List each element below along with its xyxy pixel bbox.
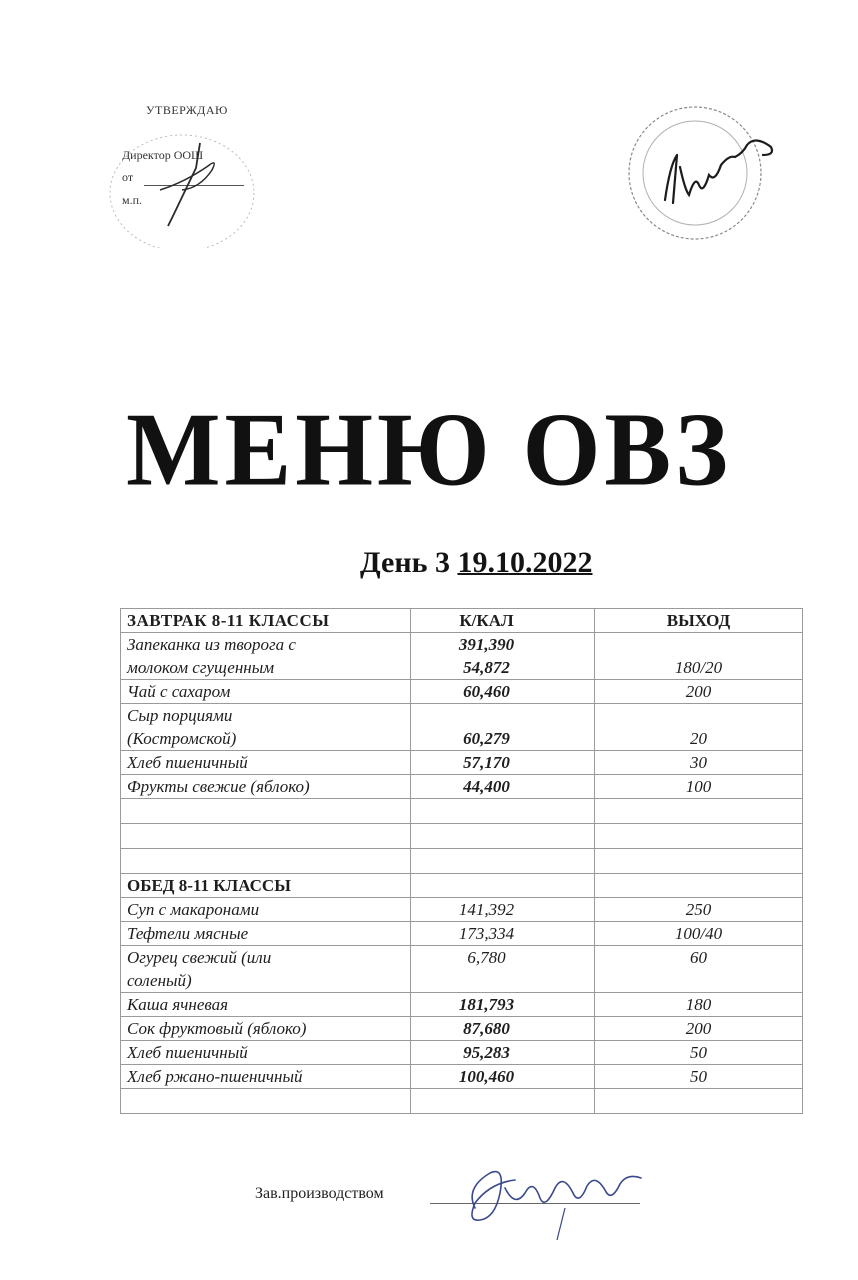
dish-name: Сыр порциями (Костромской) <box>121 704 411 751</box>
dish-kcal: 141,392 <box>411 898 595 922</box>
approval-director-line: Директор ООШ <box>122 148 204 162</box>
dish-name: Запеканка из творога с молоком сгущенным <box>121 633 411 680</box>
dish-out: 100/40 <box>595 922 803 946</box>
dish-kcal: 181,793 <box>411 993 595 1017</box>
day-line <box>360 546 592 580</box>
dish-kcal: 6,780 <box>411 946 595 993</box>
empty-row <box>121 824 803 849</box>
director-signature-scribble <box>100 98 270 248</box>
dish-name: Сок фруктовый (яблоко) <box>121 1017 411 1041</box>
table-row <box>121 1017 803 1041</box>
dish-out: 200 <box>595 1017 803 1041</box>
dish-out: 20 <box>595 704 803 751</box>
dish-name: Огурец свежий (или соленый) <box>121 946 411 993</box>
dish-kcal: 60,460 <box>411 680 595 704</box>
table-row <box>121 1041 803 1065</box>
dish-out: 50 <box>595 1065 803 1089</box>
approval-date-line: от <box>122 170 134 184</box>
dish-out: 200 <box>595 680 803 704</box>
table-row <box>121 1065 803 1089</box>
table-row <box>121 633 803 680</box>
dish-kcal: 391,390 54,872 <box>411 633 595 680</box>
dish-kcal: 60,279 <box>411 704 595 751</box>
kcal-header: К/КАЛ <box>411 609 595 633</box>
dish-name: Тефтели мясные <box>121 922 411 946</box>
day-label: День 3 <box>360 546 450 579</box>
breakfast-header: ЗАВТРАК 8-11 КЛАССЫ <box>121 609 411 633</box>
empty-row <box>121 849 803 874</box>
dish-out: 250 <box>595 898 803 922</box>
table-row <box>121 775 803 799</box>
approval-heading: УТВЕРЖДАЮ <box>146 103 228 117</box>
lunch-header: ОБЕД 8-11 КЛАССЫ <box>121 874 411 898</box>
table-header-row <box>121 609 803 633</box>
dish-name: Каша ячневая <box>121 993 411 1017</box>
dish-out: 100 <box>595 775 803 799</box>
footer-signature-line <box>255 1185 384 1203</box>
out-header: ВЫХОД <box>595 609 803 633</box>
dish-name: Чай с сахаром <box>121 680 411 704</box>
dish-kcal: 44,400 <box>411 775 595 799</box>
day-date: 19.10.2022 <box>457 546 593 579</box>
table-row <box>121 922 803 946</box>
table-row <box>121 751 803 775</box>
footer-label: Зав.производством <box>255 1185 384 1202</box>
dish-name: Суп с макаронами <box>121 898 411 922</box>
menu-table <box>120 608 803 1114</box>
table-row <box>121 898 803 922</box>
empty-row <box>121 1089 803 1114</box>
table-row <box>121 993 803 1017</box>
approval-block <box>100 98 270 248</box>
dish-kcal: 173,334 <box>411 922 595 946</box>
dish-kcal: 87,680 <box>411 1017 595 1041</box>
dish-out: 50 <box>595 1041 803 1065</box>
dish-name: Хлеб пшеничный <box>121 1041 411 1065</box>
dish-kcal: 95,283 <box>411 1041 595 1065</box>
table-row <box>121 946 803 993</box>
dish-name: Фрукты свежие (яблоко) <box>121 775 411 799</box>
dish-kcal: 100,460 <box>411 1065 595 1089</box>
empty-row <box>121 799 803 824</box>
lunch-header-row <box>121 874 803 898</box>
dish-name: Хлеб пшеничный <box>121 751 411 775</box>
dish-out: 30 <box>595 751 803 775</box>
table-row <box>121 680 803 704</box>
dish-out: 180 <box>595 993 803 1017</box>
table-row <box>121 704 803 751</box>
dish-out: 180/20 <box>595 633 803 680</box>
dish-name: Хлеб ржано-пшеничный <box>121 1065 411 1089</box>
production-head-signature <box>445 1148 665 1243</box>
dish-kcal: 57,170 <box>411 751 595 775</box>
page-title: МЕНЮ ОВЗ <box>126 391 732 508</box>
dish-out: 60 <box>595 946 803 993</box>
approval-seal-line: м.п. <box>122 193 143 207</box>
stamp-and-signature <box>625 95 785 250</box>
